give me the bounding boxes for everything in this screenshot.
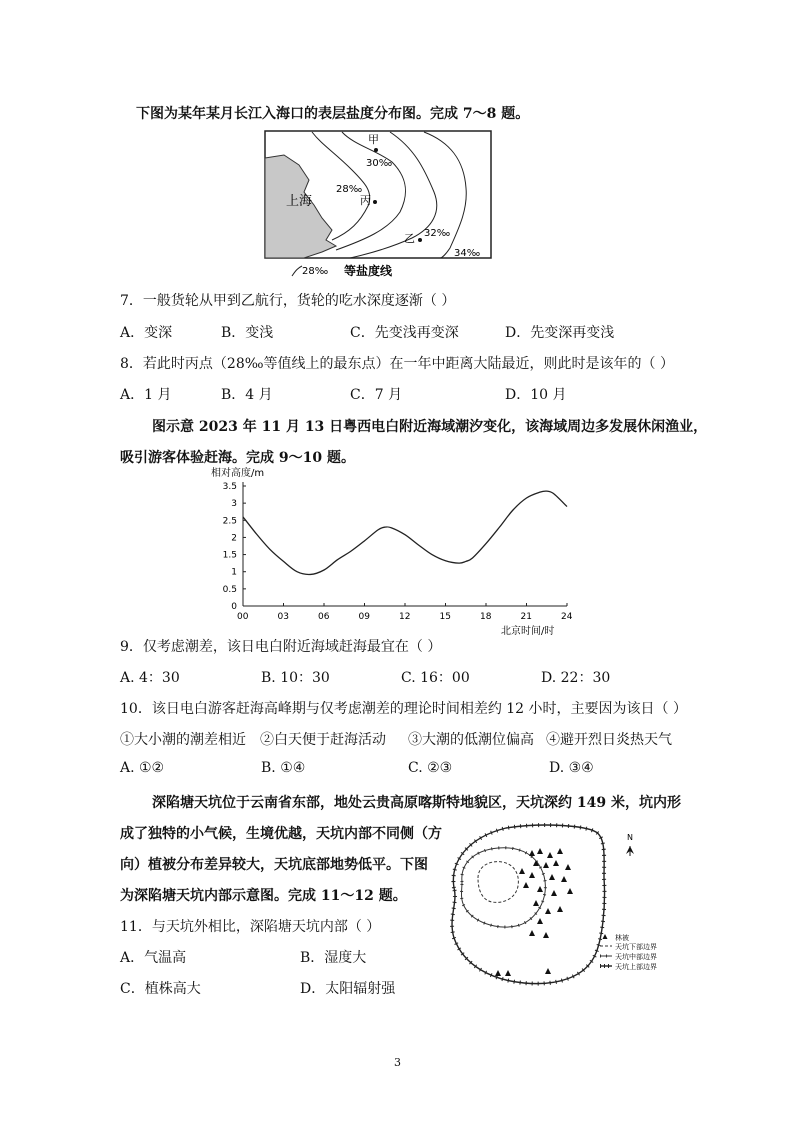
section2-intro-line2: 吸引游客体验赶海。完成 9～10 题。: [120, 450, 355, 466]
q10-statement-4: ④避开烈日炎热天气: [546, 732, 672, 748]
x-tick-label: 00: [237, 612, 249, 622]
q11-stem: 11．与天坑外相比，深陷塘天坑内部（ ）: [120, 919, 381, 935]
legend-middle-boundary: 天坑中部边界: [615, 953, 657, 961]
q7-option-a[interactable]: A．变深: [120, 325, 173, 341]
q9-option-d[interactable]: D. 22：30: [541, 670, 611, 686]
x-tick-label: 18: [480, 612, 492, 622]
q9-option-b[interactable]: B. 10：30: [261, 670, 330, 686]
y-tick-label: 2: [231, 533, 237, 544]
x-tick-label: 06: [318, 612, 330, 622]
section3-intro-line3: 向）植被分布差异较大，天坑底部地势低平。下图: [120, 857, 428, 873]
q10-option-c[interactable]: C. ②③: [408, 760, 453, 776]
q11-option-c[interactable]: C．植株高大: [120, 981, 201, 997]
q10-option-a[interactable]: A. ①②: [120, 760, 165, 776]
q8-option-b[interactable]: B．4 月: [221, 387, 273, 403]
x-tick-label: 09: [358, 612, 370, 622]
x-tick-label: 24: [561, 612, 573, 622]
page-number: 3: [394, 1056, 401, 1069]
q10-statement-3: ③大潮的低潮位偏高: [408, 732, 534, 748]
legend-isoline-sample: 28‰: [302, 266, 329, 277]
section1-intro: 下图为某年某月长江入海口的表层盐度分布图。完成 7～8 题。: [136, 106, 530, 122]
q11-option-a[interactable]: A．气温高: [120, 950, 187, 966]
y-tick-label: 3.5: [222, 482, 237, 492]
y-tick-label: 2.5: [222, 516, 237, 527]
tide-curve: [243, 491, 567, 574]
legend-lower-boundary: 天坑下部边界: [615, 943, 657, 951]
q8-stem: 8．若此时丙点（28‰等值线上的最东点）在一年中距离大陆最近，则此时是该年的（ ）: [120, 356, 674, 372]
y-tick-label: 1.5: [222, 550, 237, 561]
chart-xlabel: 北京时间/时: [501, 626, 555, 637]
isoline-30-label: 30‰: [366, 158, 393, 169]
section3-intro-line1: 深陷塘天坑位于云南省东部，地处云贵高原喀斯特地貌区，天坑深约 149 米，坑内形: [152, 795, 681, 811]
y-tick-label: 3: [231, 499, 237, 510]
q9-option-a[interactable]: A. 4：30: [120, 670, 180, 686]
isoline-28-label: 28‰: [336, 184, 363, 195]
q8-option-a[interactable]: A．1 月: [120, 387, 172, 403]
q8-option-c[interactable]: C．7 月: [350, 387, 403, 403]
chart-axes: [243, 482, 567, 606]
isoline-32-label: 32‰: [424, 228, 451, 239]
y-tick-label: 0.5: [222, 584, 237, 595]
isoline-34-label: 34‰: [454, 248, 481, 259]
north-arrow-icon: [626, 846, 634, 856]
x-tick-label: 21: [520, 612, 532, 622]
q9-option-c[interactable]: C. 16：00: [401, 670, 470, 686]
q10-option-d[interactable]: D. ③④: [549, 760, 594, 776]
shanghai-label: 上海: [286, 194, 313, 209]
chart-ylabel: 相对高度/m: [211, 468, 265, 479]
tide-chart: [205, 462, 595, 642]
q7-stem: 7．一般货轮从甲到乙航行，货轮的吃水深度逐渐（ ）: [120, 293, 456, 309]
x-tick-label: 15: [439, 612, 451, 622]
legend-forest: 林被: [615, 934, 629, 942]
section3-intro-line4: 为深陷塘天坑内部示意图。完成 11～12 题。: [120, 888, 407, 904]
x-tick-label: 03: [277, 612, 289, 622]
q7-option-b[interactable]: B．变浅: [221, 325, 274, 341]
legend-upper-boundary: 天坑上部边界: [615, 963, 657, 971]
north-label: N: [627, 833, 633, 842]
x-tick-label: 12: [399, 612, 411, 622]
q9-stem: 9．仅考虑潮差，该日电白附近海域赶海最宜在（ ）: [120, 639, 442, 655]
q8-option-d[interactable]: D．10 月: [505, 387, 567, 403]
point-yi-label: 乙: [404, 232, 415, 245]
point-jia-label: 甲: [368, 133, 379, 146]
q10-stem: 10．该日电白游客赶海高峰期与仅考虑潮差的理论时间相差约 12 小时，主要因为该日（ ）: [120, 701, 687, 717]
salinity-map: [264, 130, 494, 280]
y-tick-label: 1: [231, 567, 237, 578]
legend-isoline-label: 等盐度线: [344, 264, 393, 278]
section3-intro-line2: 成了独特的小气候，生境优越，天坑内部不同侧（方: [120, 826, 442, 842]
point-bing-label: 丙: [360, 194, 371, 207]
q10-statement-1: ①大小潮的潮差相近: [120, 732, 246, 748]
q10-option-b[interactable]: B. ①④: [261, 760, 306, 776]
q7-option-d[interactable]: D．先变深再变浅: [505, 325, 615, 341]
y-tick-label: 0: [231, 602, 237, 612]
tree-symbols: [495, 848, 573, 976]
q11-option-b[interactable]: B．湿度大: [300, 950, 367, 966]
q10-statement-2: ②白天便于赶海活动: [260, 732, 386, 748]
q11-option-d[interactable]: D．太阳辐射强: [300, 981, 396, 997]
section2-intro-line1: 图示意 2023 年 11 月 13 日粤西电白附近海域潮汐变化，该海域周边多发展休闲渔业，: [152, 419, 708, 435]
q7-option-c[interactable]: C．先变浅再变深: [350, 325, 459, 341]
sinkhole-map: [436, 818, 676, 996]
